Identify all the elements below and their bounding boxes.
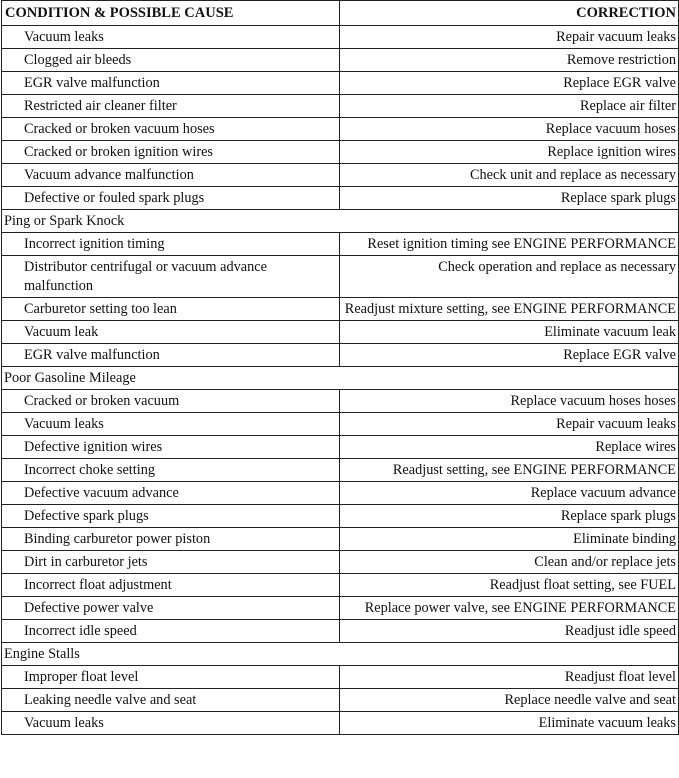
cause-cell: Improper float level — [2, 666, 340, 689]
cause-cell: Vacuum leaks — [2, 413, 340, 436]
table-row — [2, 574, 679, 597]
correction-header: CORRECTION — [340, 1, 679, 26]
diagnosis-table — [1, 0, 679, 735]
cause-cell: EGR valve malfunction — [2, 344, 340, 367]
section-row — [2, 367, 679, 390]
cause-cell: Restricted air cleaner filter — [2, 95, 340, 118]
correction-cell: Readjust float level — [340, 666, 679, 689]
cause-cell: Distributor centrifugal or vacuum advance malfunction — [2, 256, 340, 298]
cause-cell: Defective spark plugs — [2, 505, 340, 528]
section-title: Poor Gasoline Mileage — [2, 367, 679, 390]
table-row — [2, 620, 679, 643]
table-row — [2, 164, 679, 187]
table-row — [2, 436, 679, 459]
table-row — [2, 528, 679, 551]
table-row — [2, 298, 679, 321]
cause-cell: Vacuum leaks — [2, 26, 340, 49]
correction-cell: Readjust setting, see ENGINE PERFORMANCE — [340, 459, 679, 482]
correction-cell: Eliminate vacuum leaks — [340, 712, 679, 735]
correction-cell: Replace wires — [340, 436, 679, 459]
cause-cell: Vacuum advance malfunction — [2, 164, 340, 187]
cause-cell: Binding carburetor power piston — [2, 528, 340, 551]
section-row — [2, 210, 679, 233]
table-row — [2, 321, 679, 344]
cause-cell: Defective vacuum advance — [2, 482, 340, 505]
correction-cell: Replace needle valve and seat — [340, 689, 679, 712]
correction-cell: Repair vacuum leaks — [340, 26, 679, 49]
table-row — [2, 72, 679, 95]
correction-cell: Readjust float setting, see FUEL — [340, 574, 679, 597]
correction-cell: Remove restriction — [340, 49, 679, 72]
correction-cell: Replace vacuum hoses — [340, 118, 679, 141]
table-row — [2, 551, 679, 574]
section-row — [2, 643, 679, 666]
correction-cell: Replace spark plugs — [340, 505, 679, 528]
table-row — [2, 26, 679, 49]
cause-cell: Vacuum leaks — [2, 712, 340, 735]
table-row — [2, 118, 679, 141]
cause-cell: Incorrect ignition timing — [2, 233, 340, 256]
table-row — [2, 482, 679, 505]
table-row — [2, 344, 679, 367]
table-row — [2, 233, 679, 256]
cause-cell: Cracked or broken vacuum hoses — [2, 118, 340, 141]
correction-cell: Replace ignition wires — [340, 141, 679, 164]
table-row — [2, 459, 679, 482]
section-title: Engine Stalls — [2, 643, 679, 666]
table-row — [2, 712, 679, 735]
condition-header: CONDITION & POSSIBLE CAUSE — [2, 1, 340, 26]
cause-cell: Vacuum leak — [2, 321, 340, 344]
correction-cell: Reset ignition timing see ENGINE PERFORMANCE — [340, 233, 679, 256]
correction-cell: Check unit and replace as necessary — [340, 164, 679, 187]
table-row — [2, 187, 679, 210]
table-row — [2, 689, 679, 712]
cause-cell: Carburetor setting too lean — [2, 298, 340, 321]
table-row — [2, 256, 679, 298]
correction-cell: Replace vacuum hoses hoses — [340, 390, 679, 413]
correction-cell: Readjust idle speed — [340, 620, 679, 643]
cause-cell: Cracked or broken ignition wires — [2, 141, 340, 164]
cause-cell: Defective ignition wires — [2, 436, 340, 459]
correction-cell: Replace power valve, see ENGINE PERFORMANCE — [340, 597, 679, 620]
cause-cell: Defective or fouled spark plugs — [2, 187, 340, 210]
correction-cell: Clean and/or replace jets — [340, 551, 679, 574]
cause-cell: Leaking needle valve and seat — [2, 689, 340, 712]
table-row — [2, 505, 679, 528]
table-row — [2, 49, 679, 72]
header-row — [2, 1, 679, 26]
correction-cell: Replace EGR valve — [340, 72, 679, 95]
section-title: Ping or Spark Knock — [2, 210, 679, 233]
table-row — [2, 390, 679, 413]
table-row — [2, 413, 679, 436]
cause-cell: EGR valve malfunction — [2, 72, 340, 95]
correction-cell: Replace EGR valve — [340, 344, 679, 367]
correction-cell: Replace vacuum advance — [340, 482, 679, 505]
table-body — [2, 26, 679, 735]
correction-cell: Replace spark plugs — [340, 187, 679, 210]
cause-cell: Dirt in carburetor jets — [2, 551, 340, 574]
cause-cell: Cracked or broken vacuum — [2, 390, 340, 413]
table-row — [2, 141, 679, 164]
correction-cell: Eliminate binding — [340, 528, 679, 551]
correction-cell: Replace air filter — [340, 95, 679, 118]
table-row — [2, 597, 679, 620]
correction-cell: Eliminate vacuum leak — [340, 321, 679, 344]
table-row — [2, 666, 679, 689]
table-row — [2, 95, 679, 118]
correction-cell: Readjust mixture setting, see ENGINE PERFORMANCE — [340, 298, 679, 321]
cause-cell: Defective power valve — [2, 597, 340, 620]
cause-cell: Clogged air bleeds — [2, 49, 340, 72]
cause-cell: Incorrect float adjustment — [2, 574, 340, 597]
correction-cell: Check operation and replace as necessary — [340, 256, 679, 298]
cause-cell: Incorrect choke setting — [2, 459, 340, 482]
correction-cell: Repair vacuum leaks — [340, 413, 679, 436]
cause-cell: Incorrect idle speed — [2, 620, 340, 643]
